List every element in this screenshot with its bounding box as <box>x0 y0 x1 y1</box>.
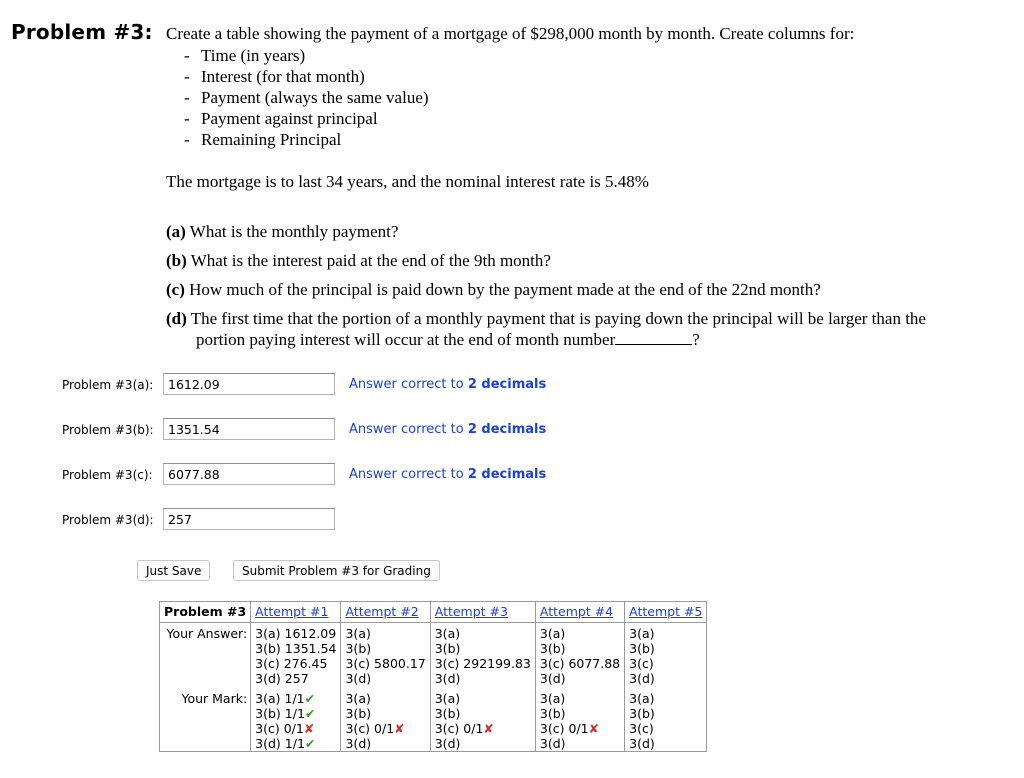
column-list <box>184 45 429 150</box>
attempts-header: Problem #3 <box>164 604 247 619</box>
attempt-mark-cell: 3(a) 3(b) 3(c) 3(d) <box>625 691 707 752</box>
cross-icon: ✘ <box>483 721 494 736</box>
answer-input-d[interactable] <box>163 508 335 530</box>
answer-label-c: Problem #3(c): <box>62 468 153 482</box>
problem-intro: Create a table showing the payment of a mortgage of $298,000 month by month. Create columns for: <box>166 24 855 43</box>
answer-blank <box>615 330 692 345</box>
attempt-answer-cell: 3(a) 3(b) 3(c) 3(d) <box>625 623 707 692</box>
column-list-item: - Time (in years) <box>184 46 306 65</box>
attempt-1-link[interactable]: Attempt #1 <box>255 604 329 619</box>
attempt-4-link[interactable]: Attempt #4 <box>539 604 614 619</box>
attempts-table <box>159 601 707 752</box>
checkmark-icon: ✔ <box>304 736 316 751</box>
question-d: (d) The first time that the portion of a monthly payment that is paying down the principal will be larger than the portion paying interest will occur at the end of month number ? <box>166 309 926 349</box>
answer-feedback-b: Answer correct to 2 decimals <box>349 422 547 437</box>
answer-input-a[interactable] <box>163 373 335 395</box>
attempt-mark-cell: 3(a) 3(b) 3(c) 0/1✘ 3(d) <box>535 691 624 752</box>
cross-icon: ✘ <box>394 721 405 736</box>
column-list-item: - Payment (always the same value) <box>184 88 429 107</box>
attempt-answer-cell: 3(a) 3(b) 3(c) 292199.83 3(d) <box>430 623 535 692</box>
answer-input-b[interactable] <box>163 418 335 440</box>
attempt-mark-cell: 3(a) 3(b) 3(c) 0/1✘ 3(d) <box>430 691 535 752</box>
your-mark-label: Your Mark: <box>181 691 248 706</box>
answer-label-d: Problem #3(d): <box>62 513 154 527</box>
question-c: (c) How much of the principal is paid down by the payment made at the end of the 22nd month? <box>166 280 821 299</box>
attempt-5-link[interactable]: Attempt #5 <box>629 604 703 619</box>
question-a: (a) What is the monthly payment? <box>166 222 399 241</box>
just-save-button[interactable]: Just Save <box>137 560 210 581</box>
your-answer-label: Your Answer: <box>166 626 248 641</box>
cross-icon: ✘ <box>303 721 315 736</box>
answer-feedback-c: Answer correct to 2 decimals <box>349 467 547 482</box>
attempt-2-link[interactable]: Attempt #2 <box>345 604 419 619</box>
submit-grading-button[interactable]: Submit Problem #3 for Grading <box>233 560 440 581</box>
column-list-item: - Remaining Principal <box>184 130 342 149</box>
problem-heading: Problem #3: <box>11 20 153 44</box>
answer-label-b: Problem #3(b): <box>62 423 154 437</box>
cross-icon: ✘ <box>588 721 600 736</box>
checkmark-icon: ✔ <box>304 691 316 706</box>
answer-feedback-a: Answer correct to 2 decimals <box>349 377 547 392</box>
question-b: (b) What is the interest paid at the end of the 9th month? <box>166 251 551 270</box>
attempt-3-link[interactable]: Attempt #3 <box>434 604 508 619</box>
answer-label-a: Problem #3(a): <box>62 378 154 392</box>
column-list-item: - Payment against principal <box>184 109 378 128</box>
attempt-mark-cell: 3(a) 3(b) 3(c) 0/1✘ 3(d) <box>341 691 430 752</box>
attempt-mark-cell: 3(a) 1/1✔ 3(b) 1/1✔ 3(c) 0/1✘ 3(d) 1/1✔ <box>251 691 341 752</box>
column-list-item: - Interest (for that month) <box>184 67 365 86</box>
answer-input-c[interactable] <box>163 463 335 485</box>
attempt-answer-cell: 3(a) 1612.09 3(b) 1351.54 3(c) 276.45 3(d) 257 <box>251 623 341 692</box>
mortgage-statement: The mortgage is to last 34 years, and the nominal interest rate is 5.48% <box>166 172 649 191</box>
attempt-answer-cell: 3(a) 3(b) 3(c) 6077.88 3(d) <box>535 623 624 692</box>
checkmark-icon: ✔ <box>304 706 316 721</box>
attempt-answer-cell: 3(a) 3(b) 3(c) 5800.17 3(d) <box>341 623 430 692</box>
